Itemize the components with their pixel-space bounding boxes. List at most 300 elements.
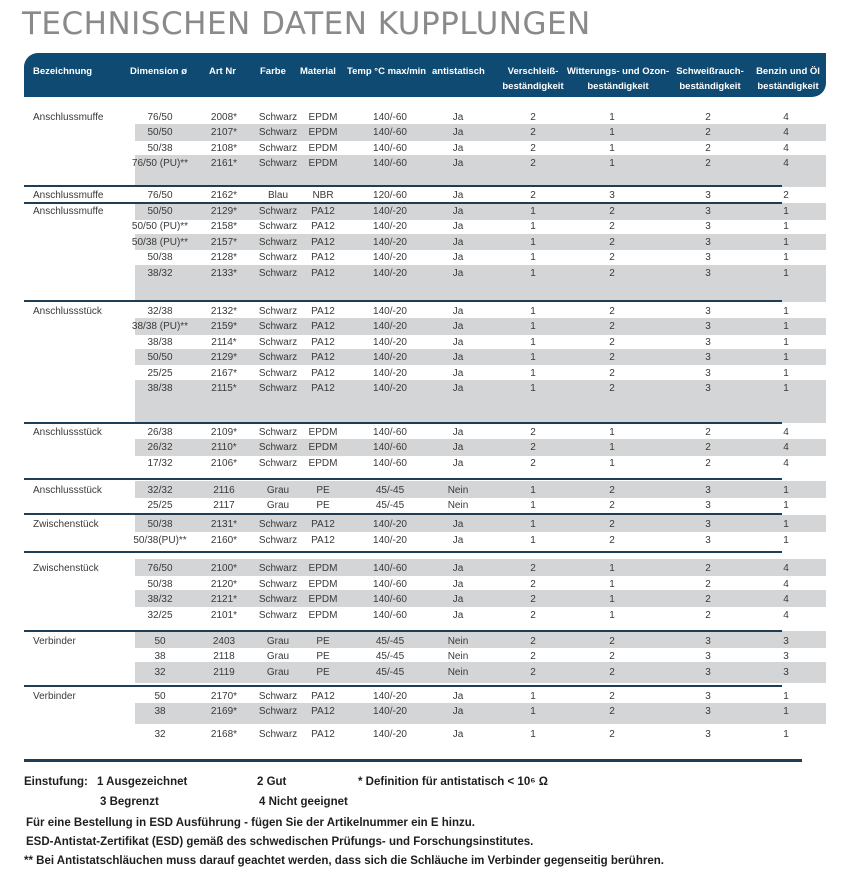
group-separator [24, 551, 782, 553]
header-antistatisch: antistatisch [432, 66, 485, 77]
cell-witterung: 2 [609, 535, 615, 546]
cell-antistatisch: Ja [452, 368, 464, 379]
cell-bezeichnung: Anschlussmuffe [33, 190, 104, 201]
table-row [0, 689, 850, 704]
cell-verschleiss: 2 [530, 636, 536, 647]
cell-schweiss: 3 [705, 651, 711, 662]
cell-material: PA12 [311, 321, 335, 332]
cell-antistatisch: Ja [452, 519, 464, 530]
cell-temp: 140/-20 [373, 383, 407, 394]
cell-dimension: 38/38 (PU)** [131, 321, 189, 332]
cell-schweiss: 2 [705, 458, 711, 469]
group-separator [24, 422, 782, 424]
cell-witterung: 2 [609, 206, 615, 217]
cell-dimension: 38/32 [147, 268, 173, 279]
cell-artnr: 2162* [210, 190, 238, 201]
cell-schweiss: 3 [705, 352, 711, 363]
cell-dimension: 50 [154, 636, 166, 647]
cell-schweiss: 2 [705, 442, 711, 453]
cell-farbe: Schwarz [258, 352, 298, 363]
cell-artnr: 2008* [210, 112, 238, 123]
cell-material: EPDM [308, 112, 338, 123]
cell-artnr: 2100* [210, 563, 238, 574]
cell-verschleiss: 1 [530, 729, 536, 740]
header-temp: Temp °C max/min [347, 66, 427, 77]
group-separator [24, 185, 782, 187]
cell-schweiss: 3 [705, 729, 711, 740]
cell-schweiss: 3 [705, 190, 711, 201]
cell-schweiss: 3 [705, 368, 711, 379]
table-row [0, 649, 850, 664]
cell-artnr: 2107* [210, 127, 238, 138]
cell-witterung: 2 [609, 706, 615, 717]
footer-divider [24, 759, 802, 762]
cell-material: PA12 [311, 221, 335, 232]
table-row [0, 350, 850, 365]
cell-benzin: 1 [783, 337, 789, 348]
cell-material: EPDM [308, 127, 338, 138]
cell-antistatisch: Ja [452, 237, 464, 248]
cell-artnr: 2110* [211, 442, 237, 453]
cell-dimension: 32/32 [147, 485, 173, 496]
cell-material: EPDM [308, 579, 338, 590]
cell-dimension: 50/50 (PU)** [131, 221, 189, 232]
cell-artnr: 2129* [210, 352, 238, 363]
cell-bezeichnung: Anschlussmuffe [33, 112, 104, 123]
cell-witterung: 2 [609, 729, 615, 740]
cell-bezeichnung: Verbinder [33, 636, 76, 647]
cell-antistatisch: Nein [447, 636, 469, 647]
rating-2: 2 Gut [257, 776, 287, 788]
cell-schweiss: 3 [705, 636, 711, 647]
cell-benzin: 1 [783, 321, 789, 332]
cell-farbe: Grau [266, 636, 290, 647]
cell-antistatisch: Nein [447, 667, 469, 678]
cell-artnr: 2116 [213, 485, 235, 496]
cell-antistatisch: Ja [452, 306, 464, 317]
cell-material: EPDM [308, 594, 338, 605]
rating-1: 1 Ausgezeichnet [97, 776, 188, 788]
cell-artnr: 2169* [210, 706, 238, 717]
cell-artnr: 2403 [212, 636, 236, 647]
cell-schweiss: 3 [705, 337, 711, 348]
cell-verschleiss: 2 [530, 667, 536, 678]
cell-antistatisch: Nein [447, 500, 469, 511]
cell-material: EPDM [308, 563, 338, 574]
cell-artnr: 2161* [210, 158, 238, 169]
cell-schweiss: 3 [705, 206, 711, 217]
cell-schweiss: 3 [705, 268, 711, 279]
cell-antistatisch: Ja [452, 112, 464, 123]
rating-4: 4 Nicht geeignet [259, 796, 348, 808]
cell-witterung: 2 [609, 485, 615, 496]
cell-dimension: 50/38 [147, 579, 173, 590]
cell-antistatisch: Ja [452, 594, 464, 605]
antistatic-definition: * Definition für antistatisch < 10⁶ Ω [358, 776, 548, 788]
cell-temp: 140/-60 [373, 127, 407, 138]
cell-temp: 140/-20 [373, 321, 407, 332]
table-row [0, 266, 850, 281]
cell-witterung: 1 [609, 579, 615, 590]
cell-bezeichnung: Anschlussstück [33, 306, 102, 317]
cell-farbe: Schwarz [258, 519, 298, 530]
cell-benzin: 1 [783, 729, 789, 740]
cell-temp: 120/-60 [373, 190, 407, 201]
cell-verschleiss: 1 [530, 383, 536, 394]
cell-artnr: 2158* [210, 221, 238, 232]
cell-material: PE [316, 651, 330, 662]
header-verschleiss-line1: Verschleiß- [507, 66, 559, 77]
cell-witterung: 1 [609, 610, 615, 621]
cell-benzin: 4 [783, 458, 789, 469]
cell-benzin: 4 [783, 112, 789, 123]
cell-dimension: 50/50 [147, 127, 173, 138]
table-row [0, 577, 850, 592]
einstufung-label: Einstufung: [24, 776, 88, 788]
cell-dimension: 38/38 [147, 337, 173, 348]
cell-dimension: 38 [154, 651, 166, 662]
table-row [0, 561, 850, 576]
cell-benzin: 1 [783, 368, 789, 379]
cell-material: EPDM [308, 427, 338, 438]
cell-farbe: Grau [266, 651, 290, 662]
header-witterung-line2: beständigkeit [587, 81, 649, 92]
group-separator [24, 630, 782, 632]
cell-verschleiss: 2 [530, 442, 536, 453]
cell-farbe: Schwarz [258, 268, 298, 279]
cell-benzin: 4 [783, 143, 789, 154]
cell-dimension: 38/32 [147, 594, 173, 605]
cell-dimension: 50/38 (PU)** [131, 237, 189, 248]
cell-material: EPDM [308, 458, 338, 469]
cell-farbe: Schwarz [258, 306, 298, 317]
cell-witterung: 2 [609, 691, 615, 702]
cell-dimension: 50/38(PU)** [133, 535, 187, 546]
cell-farbe: Schwarz [258, 458, 298, 469]
cell-material: PA12 [311, 337, 335, 348]
cell-temp: 140/-20 [373, 268, 407, 279]
cell-artnr: 2101* [210, 610, 238, 621]
cell-dimension: 76/50 (PU)** [131, 158, 189, 169]
cell-witterung: 2 [609, 337, 615, 348]
cell-witterung: 2 [609, 252, 615, 263]
header-bezeichnung: Bezeichnung [33, 66, 93, 77]
cell-schweiss: 3 [705, 252, 711, 263]
cell-temp: 140/-60 [373, 563, 407, 574]
cell-benzin: 1 [783, 535, 789, 546]
cell-schweiss: 3 [705, 383, 711, 394]
table-row [0, 704, 850, 719]
cell-artnr: 2133* [210, 268, 238, 279]
cell-schweiss: 2 [705, 610, 711, 621]
group-separator [24, 300, 782, 302]
cell-temp: 140/-20 [373, 337, 407, 348]
cell-benzin: 2 [783, 190, 789, 201]
cell-temp: 45/-45 [375, 651, 405, 662]
cell-verschleiss: 1 [530, 706, 536, 717]
cell-verschleiss: 1 [530, 535, 536, 546]
cell-antistatisch: Ja [452, 190, 464, 201]
cell-verschleiss: 1 [530, 485, 536, 496]
table-row [0, 304, 850, 319]
cell-verschleiss: 2 [530, 458, 536, 469]
table-row [0, 381, 850, 396]
cell-farbe: Blau [267, 190, 289, 201]
cell-schweiss: 3 [705, 500, 711, 511]
cell-temp: 140/-60 [373, 610, 407, 621]
cell-benzin: 1 [783, 500, 789, 511]
header-benzin-line1: Benzin und Öl [756, 66, 820, 77]
table-row [0, 335, 850, 350]
cell-witterung: 2 [609, 368, 615, 379]
cell-material: PE [316, 500, 330, 511]
cell-farbe: Schwarz [258, 442, 298, 453]
cell-benzin: 1 [783, 252, 789, 263]
cell-antistatisch: Ja [452, 127, 464, 138]
cell-verschleiss: 1 [530, 237, 536, 248]
cell-dimension: 50/38 [147, 143, 173, 154]
cell-artnr: 2160* [210, 535, 238, 546]
cell-dimension: 50/38 [147, 252, 173, 263]
cell-schweiss: 3 [705, 691, 711, 702]
cell-antistatisch: Ja [452, 352, 464, 363]
cell-witterung: 1 [609, 427, 615, 438]
cell-verschleiss: 2 [530, 112, 536, 123]
cell-verschleiss: 2 [530, 158, 536, 169]
cell-witterung: 2 [609, 306, 615, 317]
cell-farbe: Schwarz [258, 252, 298, 263]
cell-temp: 140/-20 [373, 306, 407, 317]
cell-schweiss: 3 [705, 221, 711, 232]
cell-temp: 140/-60 [373, 442, 407, 453]
cell-farbe: Schwarz [258, 237, 298, 248]
cell-benzin: 1 [783, 519, 789, 530]
cell-temp: 140/-20 [373, 691, 407, 702]
cell-witterung: 1 [609, 143, 615, 154]
cell-material: EPDM [308, 143, 338, 154]
cell-witterung: 2 [609, 221, 615, 232]
cell-verschleiss: 2 [530, 190, 536, 201]
cell-benzin: 3 [783, 667, 789, 678]
cell-dimension: 32 [154, 667, 166, 678]
cell-artnr: 2121* [210, 594, 238, 605]
header-farbe: Farbe [260, 66, 286, 77]
header-dimension: Dimension ø [130, 66, 188, 77]
cell-benzin: 1 [783, 706, 789, 717]
cell-artnr: 2106* [210, 458, 238, 469]
cell-bezeichnung: Verbinder [33, 691, 76, 702]
cell-dimension: 32 [154, 729, 166, 740]
header-schweiss-line2: beständigkeit [679, 81, 741, 92]
header-verschleiss-line2: beständigkeit [502, 81, 564, 92]
cell-temp: 45/-45 [375, 485, 405, 496]
cell-benzin: 4 [783, 427, 789, 438]
cell-farbe: Schwarz [258, 112, 298, 123]
cell-artnr: 2108* [210, 143, 238, 154]
cell-dimension: 25/25 [147, 500, 173, 511]
cell-antistatisch: Ja [452, 158, 464, 169]
cell-dimension: 17/32 [147, 458, 173, 469]
cell-artnr: 2129* [210, 206, 238, 217]
cell-witterung: 2 [609, 268, 615, 279]
cell-farbe: Schwarz [258, 158, 298, 169]
cell-material: PA12 [311, 519, 335, 530]
cell-witterung: 1 [609, 563, 615, 574]
cell-material: PE [316, 636, 330, 647]
cell-verschleiss: 1 [530, 268, 536, 279]
cell-verschleiss: 2 [530, 143, 536, 154]
cell-artnr: 2120* [210, 579, 238, 590]
cell-antistatisch: Ja [452, 427, 464, 438]
cell-bezeichnung: Zwischenstück [33, 519, 99, 530]
table-row [0, 156, 850, 171]
header-witterung-line1: Witterungs- und Ozon- [566, 66, 670, 77]
cell-schweiss: 2 [705, 594, 711, 605]
cell-benzin: 1 [783, 206, 789, 217]
cell-witterung: 2 [609, 237, 615, 248]
cell-verschleiss: 2 [530, 610, 536, 621]
cell-verschleiss: 1 [530, 352, 536, 363]
cell-dimension: 32/38 [147, 306, 173, 317]
cell-material: EPDM [308, 442, 338, 453]
cell-antistatisch: Ja [452, 252, 464, 263]
cell-benzin: 4 [783, 610, 789, 621]
cell-benzin: 1 [783, 237, 789, 248]
cell-dimension: 32/25 [147, 610, 173, 621]
cell-temp: 140/-20 [373, 252, 407, 263]
cell-temp: 140/-20 [373, 706, 407, 717]
cell-schweiss: 3 [705, 321, 711, 332]
cell-bezeichnung: Anschlussmuffe [33, 206, 104, 217]
cell-dimension: 50/50 [147, 352, 173, 363]
table-row [0, 498, 850, 513]
cell-temp: 140/-60 [373, 594, 407, 605]
cell-benzin: 4 [783, 442, 789, 453]
cell-dimension: 76/50 [147, 190, 173, 201]
table-row [0, 204, 850, 219]
cell-dimension: 76/50 [147, 112, 173, 123]
table-row [0, 425, 850, 440]
cell-schweiss: 3 [705, 706, 711, 717]
cell-farbe: Schwarz [258, 221, 298, 232]
table-row [0, 483, 850, 498]
cell-benzin: 4 [783, 127, 789, 138]
cell-material: EPDM [308, 158, 338, 169]
table-row [0, 533, 850, 548]
cell-antistatisch: Ja [452, 706, 464, 717]
group-separator [24, 685, 782, 687]
esd-certificate-note: ESD-Antistat-Zertifikat (ESD) gemäß des schwedischen Prüfungs- und Forschungsinstitutes. [26, 836, 534, 848]
cell-benzin: 1 [783, 485, 789, 496]
table-row [0, 608, 850, 623]
table-row [0, 188, 850, 203]
cell-artnr: 2119 [213, 667, 235, 678]
header-schweiss-line1: Schweißrauch- [676, 66, 744, 77]
cell-witterung: 2 [609, 667, 615, 678]
cell-antistatisch: Ja [452, 579, 464, 590]
cell-witterung: 2 [609, 519, 615, 530]
cell-dimension: 50 [154, 691, 166, 702]
cell-antistatisch: Ja [452, 143, 464, 154]
cell-antistatisch: Ja [452, 321, 464, 332]
cell-antistatisch: Ja [452, 729, 464, 740]
cell-antistatisch: Ja [452, 535, 464, 546]
cell-temp: 45/-45 [375, 667, 405, 678]
cell-antistatisch: Ja [452, 383, 464, 394]
cell-schweiss: 2 [705, 112, 711, 123]
table-row [0, 366, 850, 381]
table-row [0, 634, 850, 649]
cell-dimension: 25/25 [147, 368, 173, 379]
cell-material: PE [316, 667, 330, 678]
cell-artnr: 2128* [210, 252, 238, 263]
header-material: Material [300, 66, 336, 77]
cell-temp: 140/-60 [373, 143, 407, 154]
cell-antistatisch: Ja [452, 442, 464, 453]
cell-artnr: 2170* [210, 691, 238, 702]
cell-material: PA12 [311, 237, 335, 248]
cell-farbe: Schwarz [258, 594, 298, 605]
cell-dimension: 76/50 [147, 563, 173, 574]
cell-artnr: 2167* [210, 368, 238, 379]
cell-witterung: 2 [609, 636, 615, 647]
cell-temp: 140/-60 [373, 427, 407, 438]
cell-artnr: 2114* [211, 337, 237, 348]
cell-antistatisch: Ja [452, 337, 464, 348]
cell-material: PA12 [311, 729, 335, 740]
cell-temp: 45/-45 [375, 500, 405, 511]
cell-artnr: 2157* [210, 237, 238, 248]
table-row [0, 125, 850, 140]
cell-benzin: 4 [783, 563, 789, 574]
cell-schweiss: 2 [705, 427, 711, 438]
cell-schweiss: 3 [705, 237, 711, 248]
cell-benzin: 4 [783, 158, 789, 169]
cell-temp: 140/-60 [373, 579, 407, 590]
cell-artnr: 2132* [210, 306, 238, 317]
cell-dimension: 38 [154, 706, 166, 717]
cell-verschleiss: 2 [530, 563, 536, 574]
cell-temp: 140/-60 [373, 458, 407, 469]
cell-schweiss: 3 [705, 519, 711, 530]
cell-farbe: Schwarz [258, 610, 298, 621]
cell-schweiss: 3 [705, 306, 711, 317]
cell-temp: 140/-20 [373, 352, 407, 363]
cell-witterung: 1 [609, 158, 615, 169]
table-row [0, 440, 850, 455]
cell-witterung: 1 [609, 112, 615, 123]
cell-artnr: 2168* [210, 729, 238, 740]
cell-verschleiss: 2 [530, 594, 536, 605]
table-row [0, 235, 850, 250]
cell-verschleiss: 1 [530, 337, 536, 348]
header-artnr: Art Nr [209, 66, 236, 77]
cell-witterung: 2 [609, 383, 615, 394]
cell-benzin: 4 [783, 579, 789, 590]
cell-verschleiss: 1 [530, 206, 536, 217]
cell-artnr: 2109* [210, 427, 238, 438]
group-separator [24, 478, 782, 480]
cell-material: PE [316, 485, 330, 496]
cell-benzin: 1 [783, 268, 789, 279]
cell-verschleiss: 1 [530, 691, 536, 702]
cell-antistatisch: Ja [452, 221, 464, 232]
cell-artnr: 2131* [210, 519, 238, 530]
cell-material: PA12 [311, 368, 335, 379]
cell-schweiss: 2 [705, 158, 711, 169]
pu-hose-note: ** Bei Antistatschläuchen muss darauf geachtet werden, dass sich die Schläuche im Verbinder gegenseitig berühren. [24, 855, 664, 867]
cell-temp: 140/-20 [373, 535, 407, 546]
